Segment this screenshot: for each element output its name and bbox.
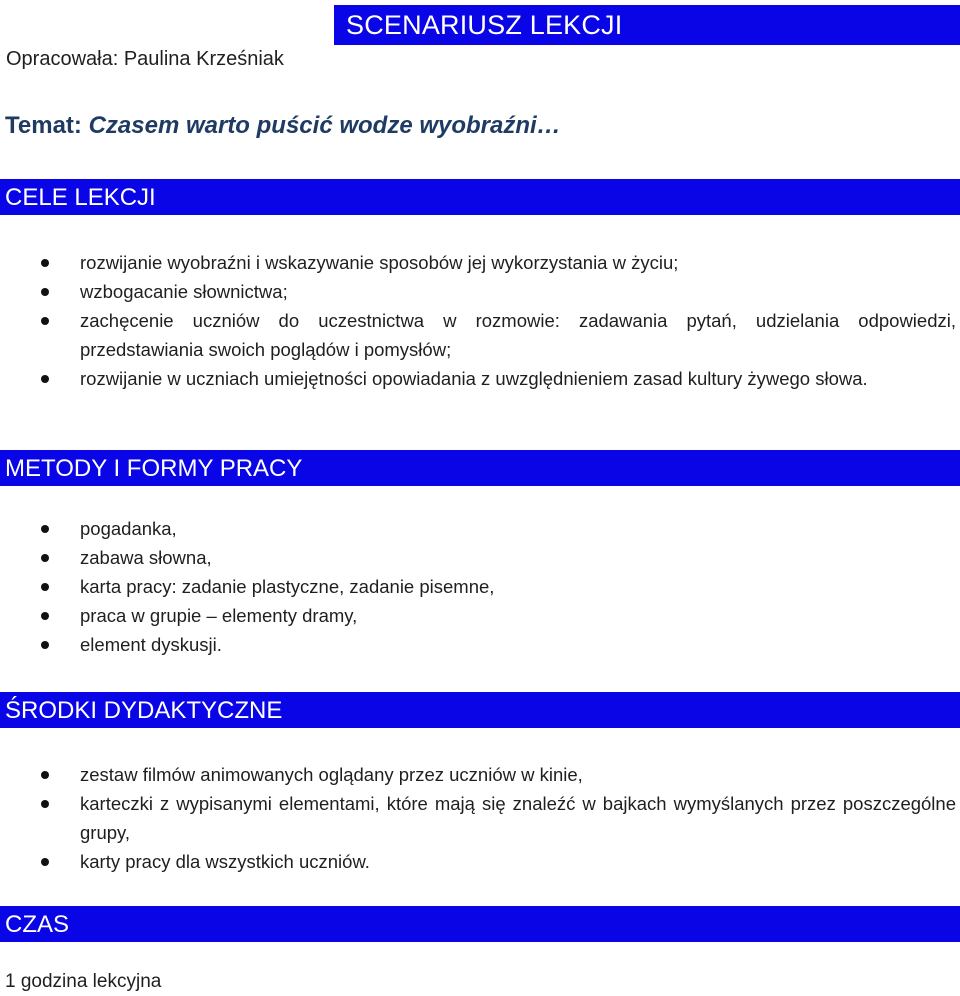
metody-list (0, 514, 960, 659)
author-line: Opracowała: Paulina Krześniak (6, 48, 284, 70)
list-item: wzbogacanie słownictwa; (0, 277, 960, 306)
list-item: rozwijanie wyobraźni i wskazywanie sposobów jej wykorzystania w życiu; (0, 248, 960, 277)
srodki-list (0, 760, 960, 876)
list-item: karta pracy: zadanie plastyczne, zadanie pisemne, (0, 572, 960, 601)
list-item: karteczki z wypisanymi elementami, które mają się znaleźć w bajkach wymyślanych przez poszczególne grupy, (0, 789, 960, 847)
list-item: zabawa słowna, (0, 543, 960, 572)
section-heading-srodki: ŚRODKI DYDAKTYCZNE (0, 692, 960, 728)
topic-label: Temat: (5, 112, 89, 139)
lesson-duration: 1 godzina lekcyjna (5, 971, 162, 992)
topic-text: Czasem warto puścić wodze wyobraźni… (88, 112, 561, 139)
list-item: rozwijanie w uczniach umiejętności opowiadania z uwzględnieniem zasad kultury żywego słowa. (0, 364, 960, 393)
document-title: SCENARIUSZ LEKCJI (334, 5, 960, 45)
list-item: element dyskusji. (0, 630, 960, 659)
section-heading-cele: CELE LEKCJI (0, 179, 960, 215)
list-item: karty pracy dla wszystkich uczniów. (0, 847, 960, 876)
cele-list (0, 248, 960, 393)
list-item: pogadanka, (0, 514, 960, 543)
list-item: zachęcenie uczniów do uczestnictwa w rozmowie: zadawania pytań, udzielania odpowiedzi, przedstawiania swoich poglądów i pomysłów; (0, 306, 960, 364)
list-item: zestaw filmów animowanych oglądany przez uczniów w kinie, (0, 760, 960, 789)
list-item: praca w grupie – elementy dramy, (0, 601, 960, 630)
section-heading-czas: CZAS (0, 906, 960, 942)
lesson-topic (5, 112, 561, 140)
section-heading-metody: METODY I FORMY PRACY (0, 450, 960, 486)
